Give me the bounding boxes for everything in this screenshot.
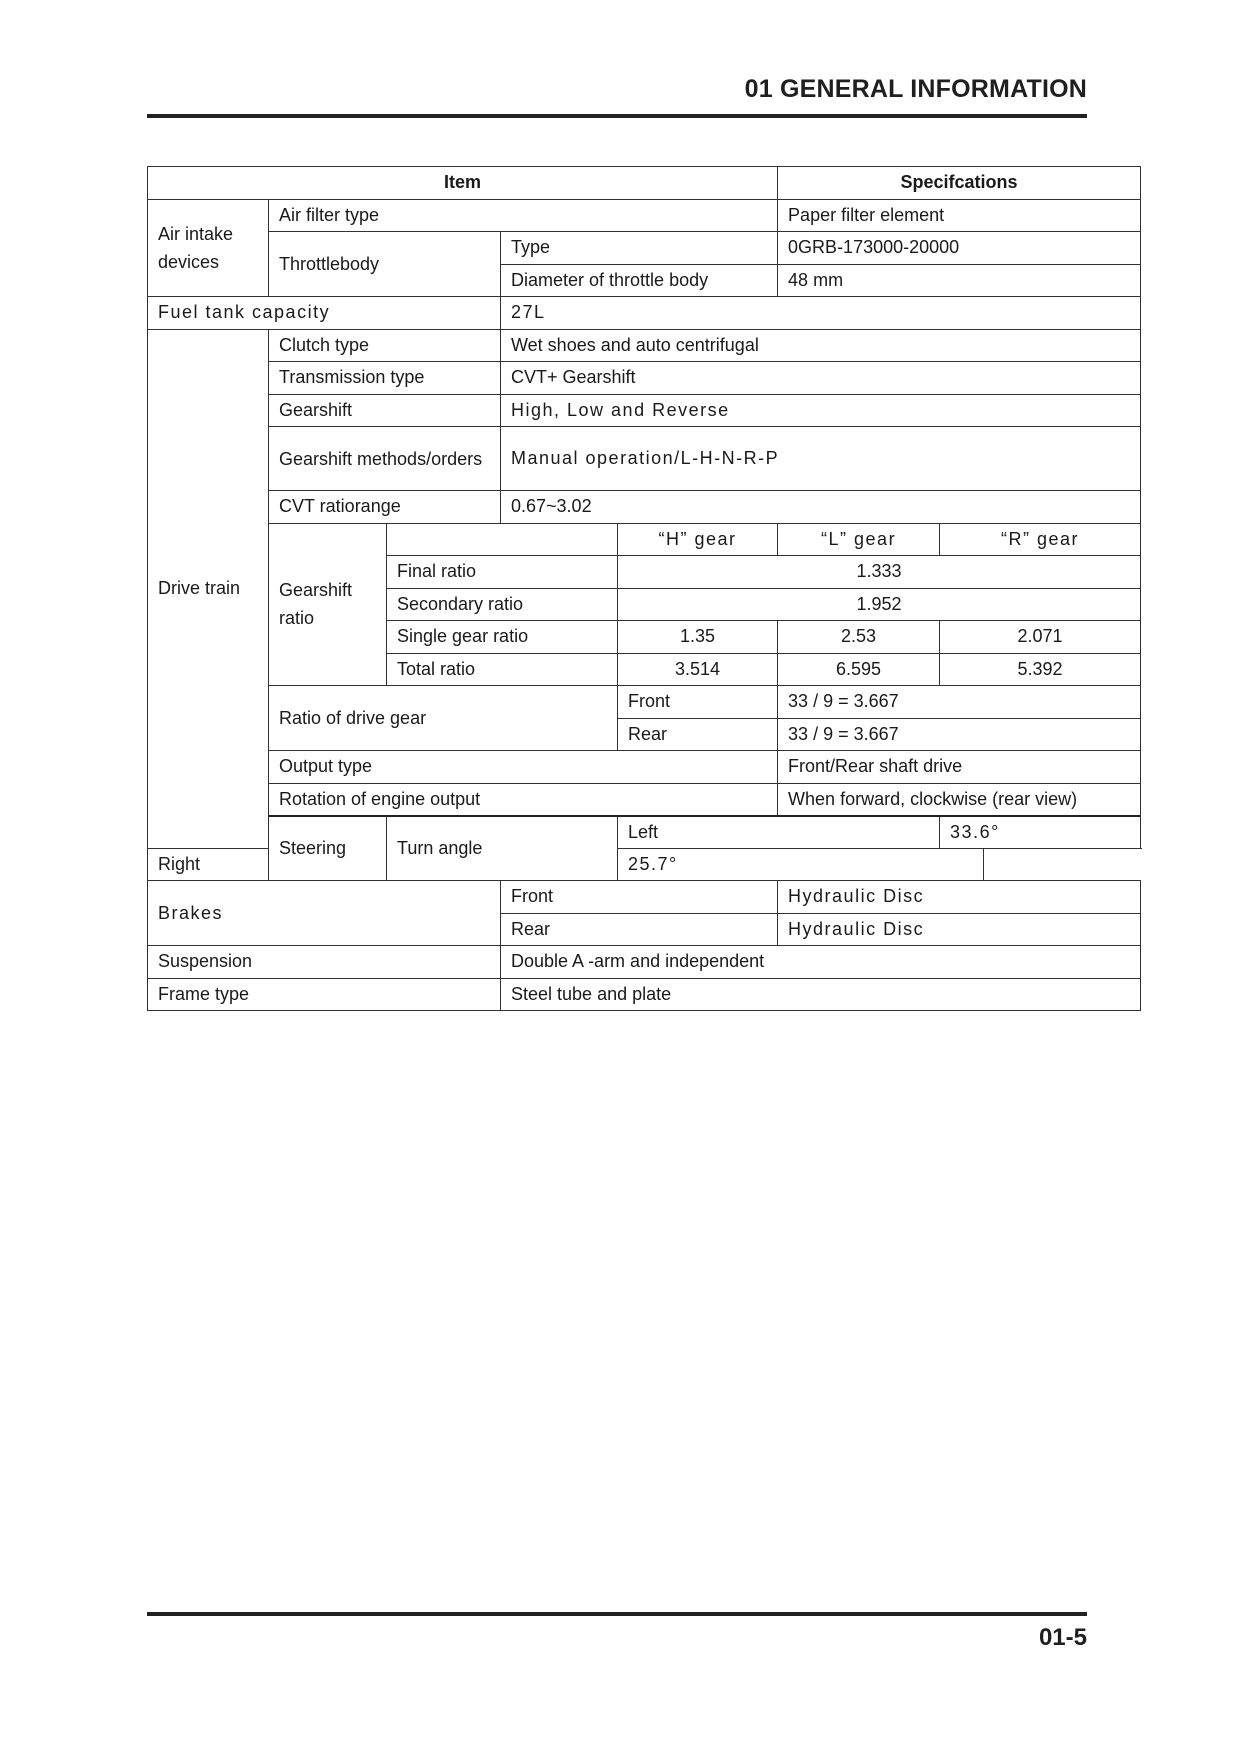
cvt-ratio-range-value: 0.67~3.02 (501, 491, 1141, 524)
steering-left-label: Left (618, 816, 940, 849)
header-rule (147, 114, 1087, 118)
final-ratio-label: Final ratio (387, 556, 618, 589)
table-row (148, 978, 1141, 1011)
drive-gear-front-value: 33 / 9 = 3.667 (778, 686, 1141, 719)
drive-gear-rear-value: 33 / 9 = 3.667 (778, 718, 1141, 751)
drive-gear-ratio-label: Ratio of drive gear (269, 686, 618, 751)
total-ratio-l: 6.595 (778, 653, 940, 686)
page-number: 01-5 (1038, 1624, 1087, 1651)
single-gear-ratio-r: 2.071 (940, 621, 1141, 654)
total-ratio-label: Total ratio (387, 653, 618, 686)
output-type-label: Output type (269, 751, 778, 784)
total-ratio-r: 5.392 (940, 653, 1141, 686)
total-ratio-h: 3.514 (618, 653, 778, 686)
l-gear-header: “L” gear (778, 523, 940, 556)
r-gear-header: “R” gear (940, 523, 1141, 556)
single-gear-ratio-label: Single gear ratio (387, 621, 618, 654)
table-row (148, 686, 1141, 719)
table-row (148, 523, 1141, 556)
gearshift-methods-label: Gearshift methods/orders (269, 427, 501, 491)
throttle-type-label: Type (501, 232, 778, 265)
gear-ratio-corner-cell (387, 523, 618, 556)
final-ratio-value: 1.333 (618, 556, 1141, 589)
column-header-item: Item (148, 167, 778, 200)
column-header-specifications: Specifcations (778, 167, 1141, 200)
secondary-ratio-value: 1.952 (618, 588, 1141, 621)
drive-gear-front-label: Front (618, 686, 778, 719)
section-title: 01 GENERAL INFORMATION (744, 75, 1087, 103)
transmission-type-label: Transmission type (269, 362, 501, 395)
output-type-value: Front/Rear shaft drive (778, 751, 1141, 784)
gearshift-label: Gearshift (269, 394, 501, 427)
drive-gear-rear-label: Rear (618, 718, 778, 751)
specifications-table (147, 166, 1141, 1011)
frame-type-value: Steel tube and plate (501, 978, 1141, 1011)
group-brakes: Brakes (148, 881, 501, 946)
table-row (148, 199, 1141, 232)
transmission-type-value: CVT+ Gearshift (501, 362, 1141, 395)
air-filter-type-label: Air filter type (269, 199, 778, 232)
h-gear-header: “H” gear (618, 523, 778, 556)
single-gear-ratio-l: 2.53 (778, 621, 940, 654)
fuel-tank-value: 27L (501, 297, 1141, 330)
throttlebody-label: Throttlebody (269, 232, 501, 297)
group-steering: Steering (269, 816, 387, 881)
gearshift-value: High, Low and Reverse (501, 394, 1141, 427)
gearshift-ratio-label: Gearshift ratio (269, 523, 387, 686)
throttle-type-value: 0GRB-173000-20000 (778, 232, 1141, 265)
table-header-row (148, 167, 1141, 200)
brakes-front-label: Front (501, 881, 778, 914)
frame-type-label: Frame type (148, 978, 501, 1011)
engine-rotation-label: Rotation of engine output (269, 783, 778, 816)
group-air-intake: Air intake devices (148, 199, 269, 297)
turn-angle-label: Turn angle (387, 816, 618, 881)
table-row (148, 946, 1141, 979)
table-row (148, 329, 1141, 362)
gearshift-methods-value: Manual operation/L-H-N-R-P (501, 427, 1141, 491)
brakes-rear-label: Rear (501, 913, 778, 946)
brakes-rear-value: Hydraulic Disc (778, 913, 1141, 946)
single-gear-ratio-h: 1.35 (618, 621, 778, 654)
table-row (148, 783, 1141, 816)
footer-rule (147, 1612, 1087, 1616)
table-row (148, 816, 1141, 849)
clutch-type-label: Clutch type (269, 329, 501, 362)
table-row (148, 232, 1141, 265)
table-row (148, 881, 1141, 914)
specifications-table-container (147, 166, 1140, 1011)
table-row (148, 362, 1141, 395)
engine-rotation-value: When forward, clockwise (rear view) (778, 783, 1141, 816)
table-row (148, 491, 1141, 524)
steering-right-label: Right (148, 848, 387, 881)
throttle-diameter-value: 48 mm (778, 264, 1141, 297)
table-row (148, 427, 1141, 491)
suspension-label: Suspension (148, 946, 501, 979)
group-drive-train: Drive train (148, 329, 269, 848)
secondary-ratio-label: Secondary ratio (387, 588, 618, 621)
steering-right-value: 25.7° (618, 848, 984, 881)
clutch-type-value: Wet shoes and auto centrifugal (501, 329, 1141, 362)
cvt-ratio-range-label: CVT ratiorange (269, 491, 501, 524)
brakes-front-value: Hydraulic Disc (778, 881, 1141, 914)
table-row (148, 297, 1141, 330)
air-filter-type-value: Paper filter element (778, 199, 1141, 232)
fuel-tank-label: Fuel tank capacity (148, 297, 501, 330)
table-row (148, 394, 1141, 427)
table-row (148, 751, 1141, 784)
steering-left-value: 33.6° (940, 816, 1141, 849)
suspension-value: Double A -arm and independent (501, 946, 1141, 979)
throttle-diameter-label: Diameter of throttle body (501, 264, 778, 297)
